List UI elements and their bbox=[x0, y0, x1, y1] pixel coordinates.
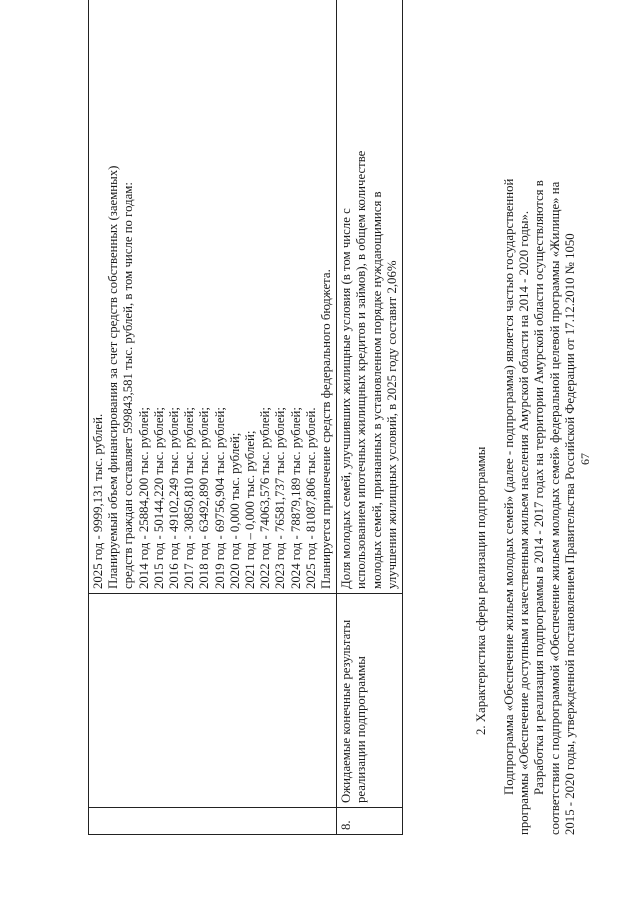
paragraph-line: программы «Обеспечение доступным и качественным жильем населения Амурской области на 2014 - 2020 годы». bbox=[517, 210, 532, 835]
expected-results-label: Ожидаемые конечные результаты реализации подпрограммы bbox=[339, 619, 369, 803]
results-line: Доля молодых семей, улучшивших жилищные условия (в том числе с bbox=[339, 208, 354, 589]
financing-line: 2015 год - 50144,220 тыс. рублей; bbox=[151, 407, 166, 589]
section-heading: 2. Характеристика сферы реализации подпрограммы bbox=[474, 446, 488, 735]
body-paragraph bbox=[502, 0, 578, 835]
financing-line: 2020 год - 0,000 тыс. рублей; bbox=[227, 432, 242, 589]
expected-results-cell bbox=[337, 0, 403, 594]
financing-line: 2014 год - 25884,200 тыс. рублей; bbox=[136, 407, 151, 589]
financing-line: средств граждан составляет 599843,581 тыс. рублей, в том числе по годам: bbox=[121, 182, 136, 589]
financing-line: 2018 год - 63492,890 тыс. рублей; bbox=[197, 407, 212, 589]
financing-line: 2022 год - 74063,576 тыс. рублей; bbox=[258, 407, 273, 589]
financing-line: 2025 год - 81087,806 тыс. рублей. bbox=[303, 407, 318, 589]
table-row bbox=[89, 0, 337, 835]
row-number: 8. bbox=[337, 808, 403, 835]
results-line: молодых семей, признанных в установленном порядке нуждающимися в bbox=[369, 191, 384, 589]
table-cell-empty bbox=[89, 594, 337, 808]
table-cell-empty bbox=[89, 808, 337, 835]
results-line: улучшении жилищных условий, в 2025 году составит 2,06% bbox=[384, 260, 399, 589]
financing-line: 2017 год - 30850,810 тыс. рублей; bbox=[182, 407, 197, 589]
financing-line: 2016 год - 49102,249 тыс. рублей; bbox=[167, 407, 182, 589]
paragraph-line: Разработка и реализация подпрограммы в 2014 - 2017 годах на территории Амурской области осуществляются в bbox=[532, 180, 547, 795]
financing-line: Планируется привлечение средств федерального бюджета. bbox=[319, 269, 334, 589]
financing-line: 2023 год - 76581,737 тыс. рублей; bbox=[273, 407, 288, 589]
table-row bbox=[337, 0, 403, 835]
financing-line: 2019 год - 69756,904 тыс. рублей; bbox=[212, 407, 227, 589]
paragraph-line: соответствии с подпрограммой «Обеспечение жильем молодых семей» федеральной целевой программы «Жилище» на bbox=[547, 181, 562, 835]
row-label bbox=[337, 594, 403, 808]
page-number: 67 bbox=[578, 453, 592, 465]
financing-line: 2021 год – 0,000 тыс. рублей; bbox=[243, 430, 258, 589]
financing-line: 2024 год - 78879,189 тыс. рублей; bbox=[288, 407, 303, 589]
paragraph-line: 2015 - 2020 годы, утвержденной постановлением Правительства Российской Федерации от 17.12.2010 № 1050 bbox=[562, 233, 577, 835]
results-line: использованием ипотечных жилищных кредитов и займов), в общем количестве bbox=[354, 150, 369, 589]
financing-line: 2025 год - 9999,131 тыс. рублей. bbox=[91, 413, 105, 589]
paragraph-line: Подпрограмма «Обеспечение жильем молодых семей» (далее - подпрограмма) является частью государственной bbox=[502, 178, 516, 795]
financing-cell bbox=[89, 0, 337, 594]
financing-line: Планируемый объем финансирования за счет средств собственных (заемных) bbox=[106, 165, 121, 589]
passport-table bbox=[88, 0, 403, 835]
